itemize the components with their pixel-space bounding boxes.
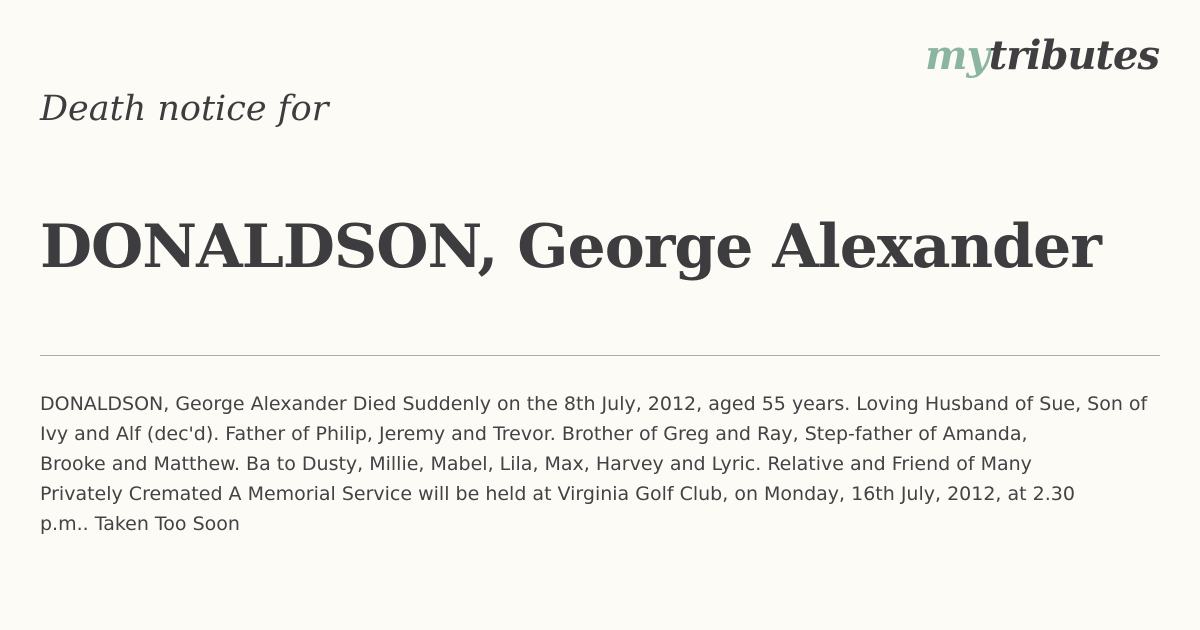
deceased-name: DONALDSON, George Alexander [40,212,1101,282]
notice-line: Brooke and Matthew. Ba to Dusty, Millie, Mabel, Lila, Max, Harvey and Lyric. Relative and Friend of Many [40,453,1032,475]
notice-line: Privately Cremated A Memorial Service will be held at Virginia Golf Club, on Monday, 16th July, 2012, at 2.30 [40,483,1075,505]
notice-line: p.m.. Taken Too Soon [40,513,240,535]
divider [40,355,1160,356]
notice-line: DONALDSON, George Alexander Died Suddenly on the 8th July, 2012, aged 55 years. Loving Husband of Sue, Son of [40,393,1148,415]
death-notice-kicker: Death notice for [40,89,329,129]
logo-tributes: tributes [988,32,1159,79]
notice-line: Ivy and Alf (dec'd). Father of Philip, Jeremy and Trevor. Brother of Greg and Ray, Step-father of Amanda, [40,423,1028,445]
notice-text [40,389,1180,539]
logo-my: my [925,32,989,79]
mytributes-logo[interactable] [925,32,1159,79]
